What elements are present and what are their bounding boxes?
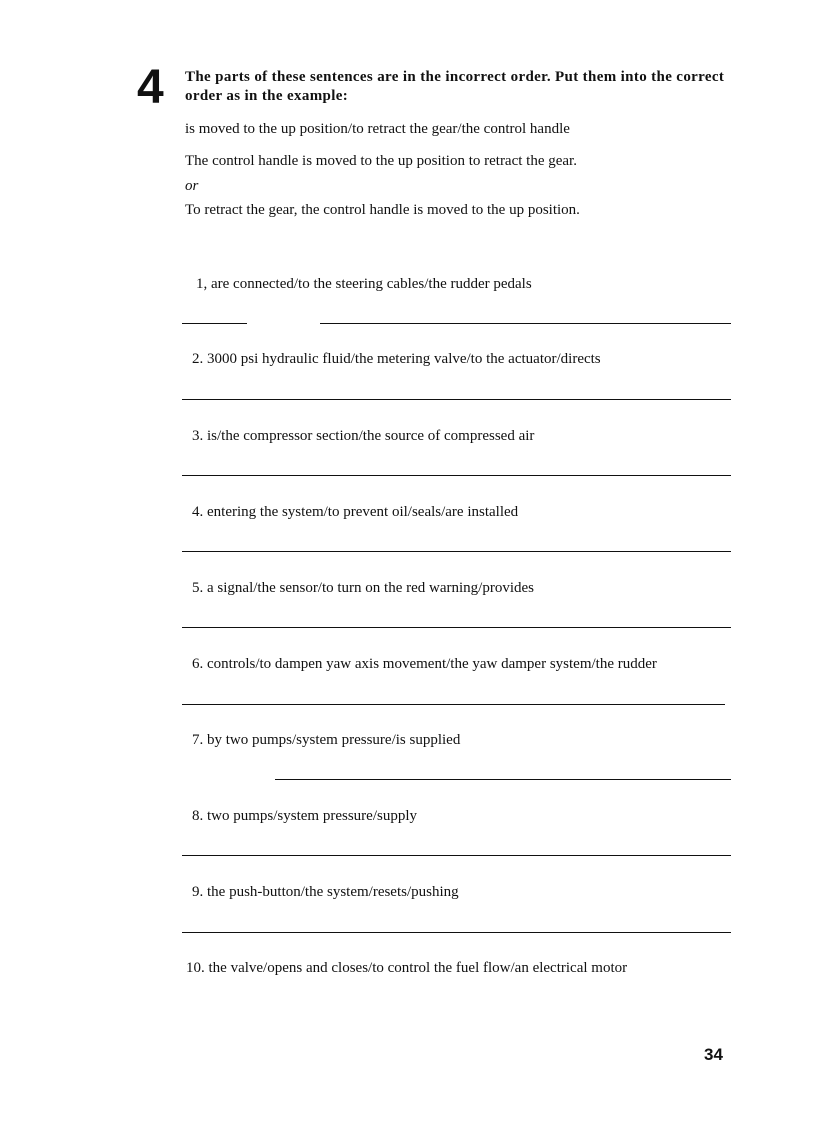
example-prompt: is moved to the up position/to retract the gear/the control handle — [185, 121, 570, 137]
example-answer-a: The control handle is moved to the up position to retract the gear. — [185, 153, 577, 169]
answer-line — [275, 779, 731, 780]
exercise-number: 4 — [137, 61, 164, 114]
list-item: 7. by two pumps/system pressure/is supplied — [192, 732, 461, 748]
list-item: 8. two pumps/system pressure/supply — [192, 808, 417, 824]
example-answer-b: To retract the gear, the control handle is moved to the up position. — [185, 202, 580, 218]
answer-line — [182, 627, 731, 628]
example-or: or — [185, 178, 199, 194]
exercise-instruction: The parts of these sentences are in the incorrect order. Put them into the correct order as in the example: — [185, 69, 725, 104]
list-item: 1, are connected/to the steering cables/the rudder pedals — [196, 276, 532, 292]
list-item: 9. the push-button/the system/resets/pushing — [192, 884, 459, 900]
page-number: 34 — [704, 1045, 723, 1064]
list-item: 6. controls/to dampen yaw axis movement/the yaw damper system/the rudder — [192, 656, 657, 672]
answer-line — [182, 855, 731, 856]
answer-line — [182, 932, 731, 933]
answer-line — [182, 475, 731, 476]
answer-line — [182, 704, 725, 705]
list-item: 2. 3000 psi hydraulic fluid/the metering valve/to the actuator/directs — [192, 351, 601, 367]
list-item: 4. entering the system/to prevent oil/seals/are installed — [192, 504, 519, 520]
answer-line — [182, 323, 247, 324]
list-item: 5. a signal/the sensor/to turn on the red warning/provides — [192, 580, 535, 596]
answer-line — [320, 323, 731, 324]
list-item: 10. the valve/opens and closes/to control the fuel flow/an electrical motor — [186, 960, 628, 976]
answer-line — [182, 551, 731, 552]
answer-line — [182, 399, 731, 400]
list-item: 3. is/the compressor section/the source of compressed air — [192, 428, 535, 444]
